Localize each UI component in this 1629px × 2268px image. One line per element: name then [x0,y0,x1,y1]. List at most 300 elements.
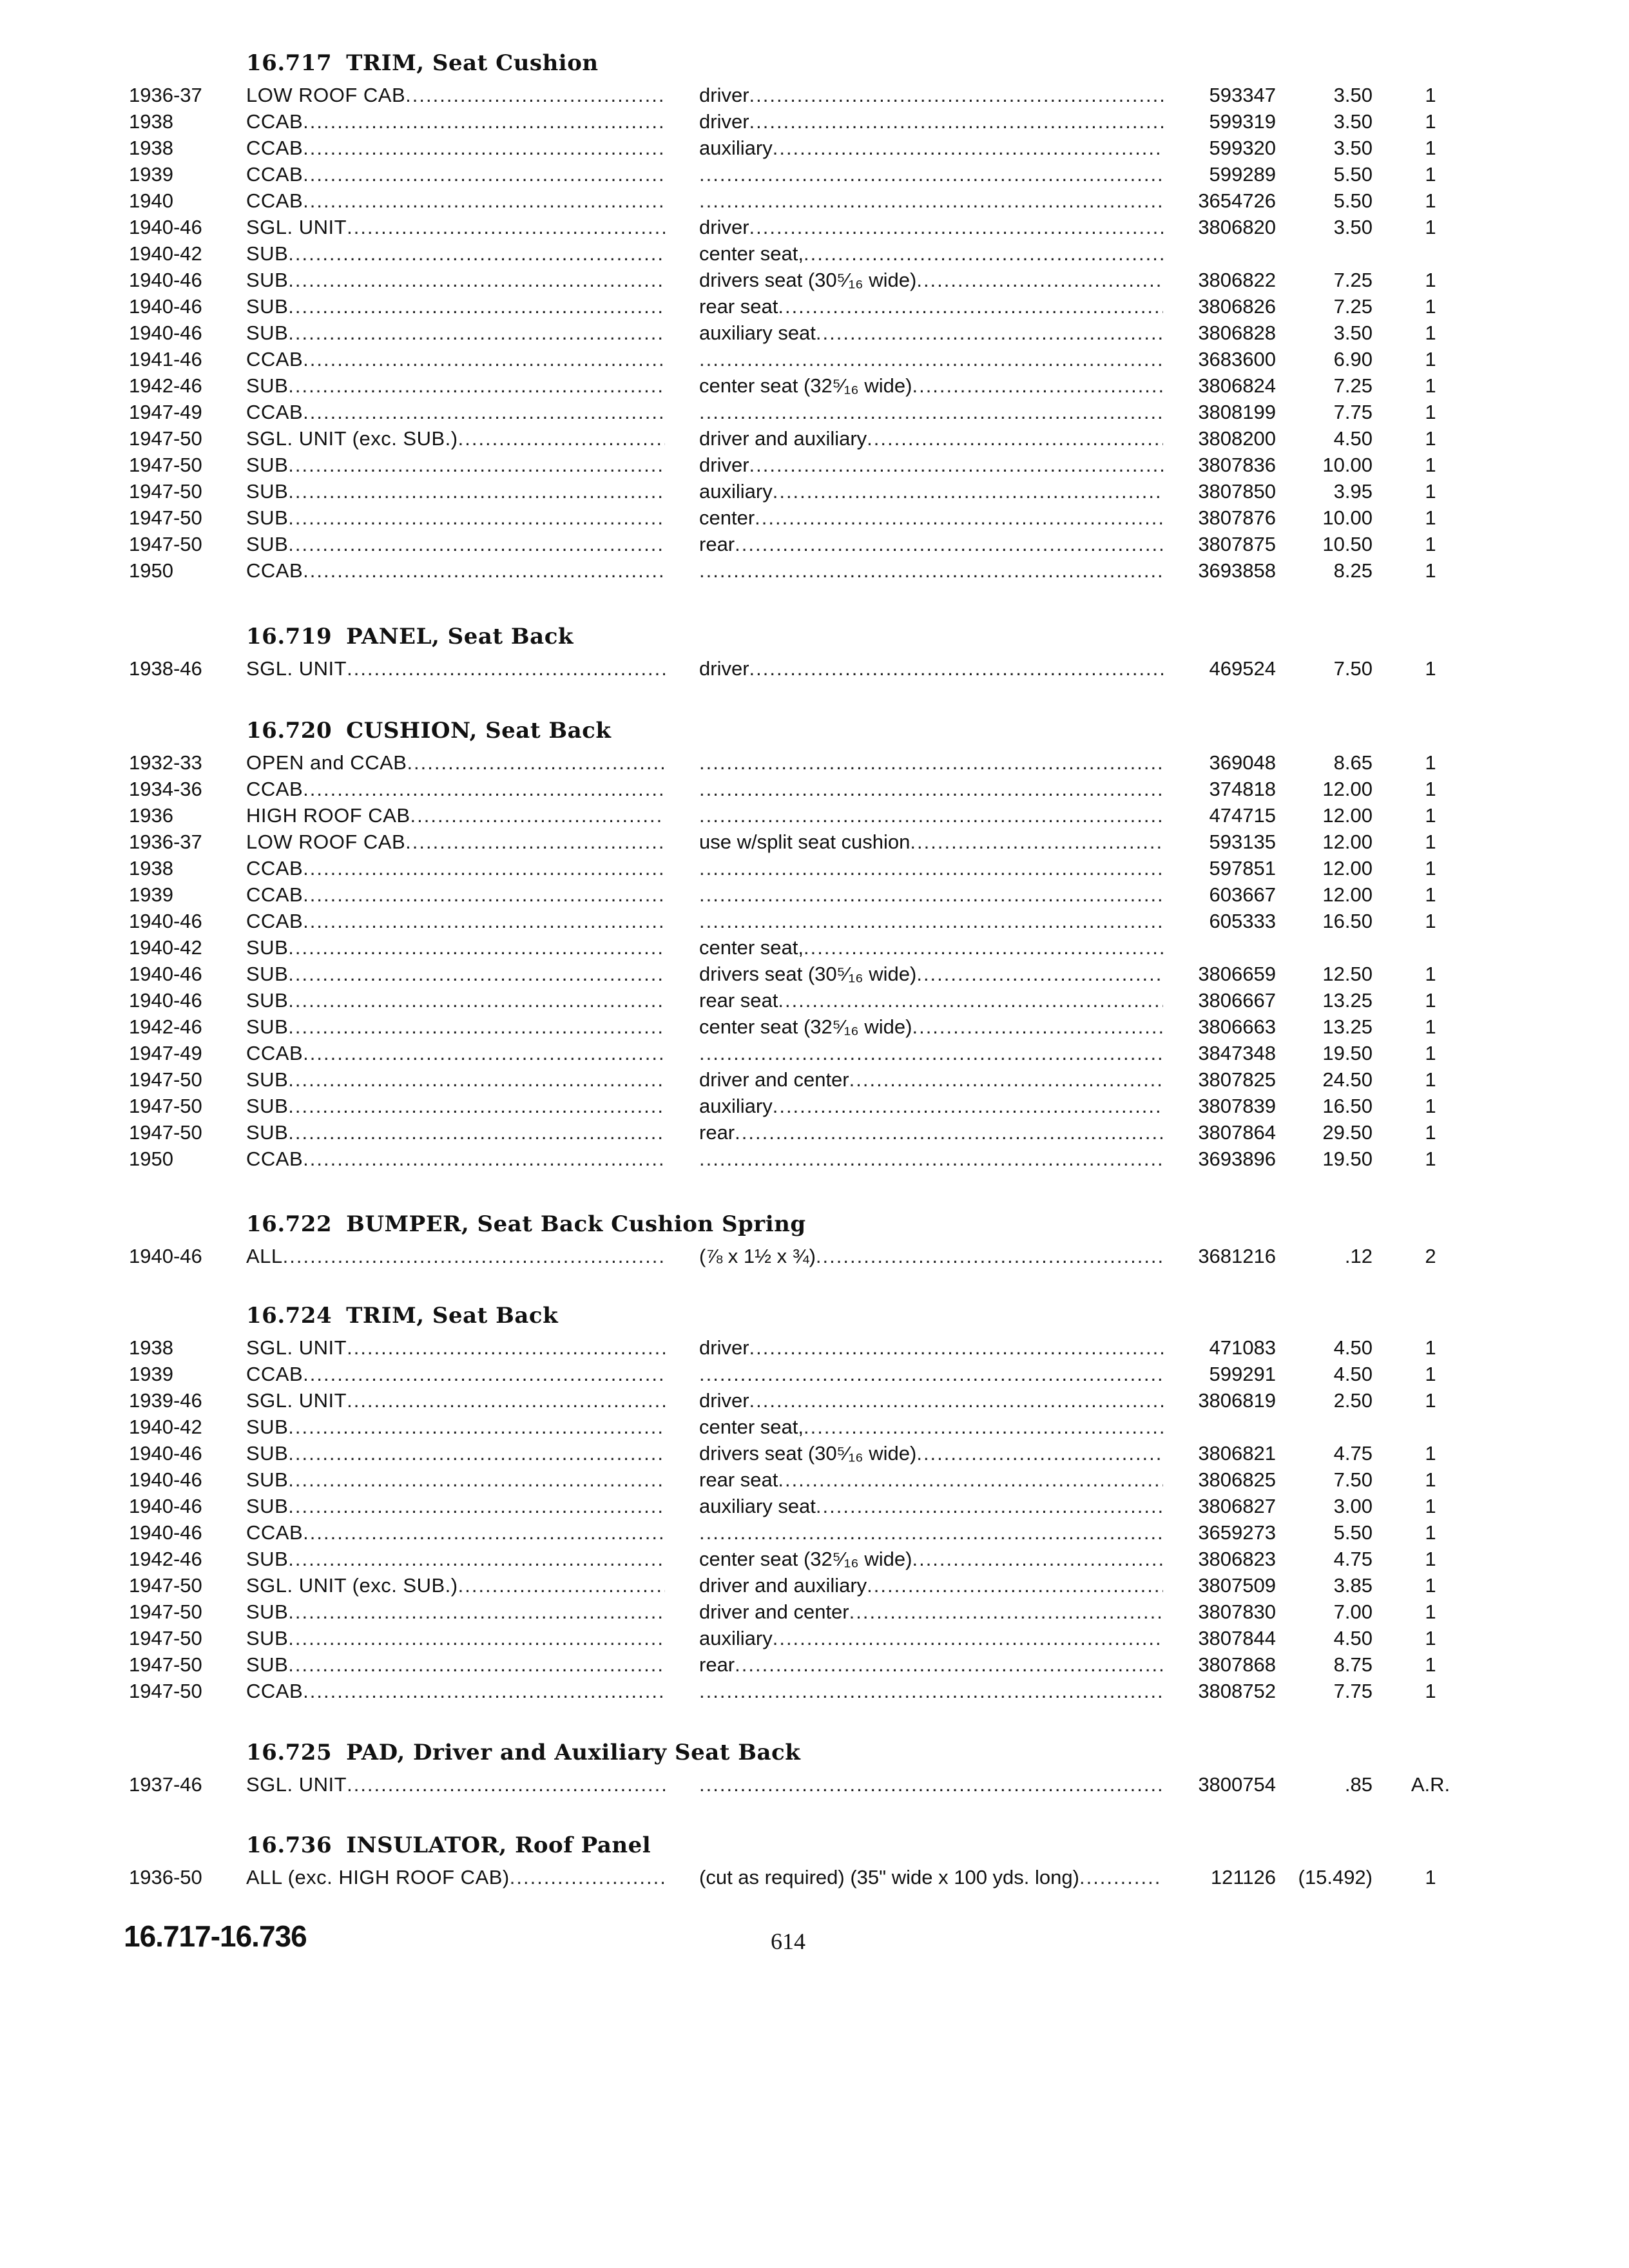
table-row [0,1336,1629,1363]
description-text: driver and auxiliary [699,1574,867,1597]
model-text: SUB [246,1653,289,1676]
footer-section-range: 16.717-16.736 [124,1919,307,1953]
model-cell [246,657,665,680]
year-cell: 1947-50 [129,480,202,503]
year-cell: 1932-33 [129,751,202,774]
table-row [0,857,1629,883]
price-cell: 12.50 [1322,963,1373,985]
description-text: (⅞ x 1½ x ¾) [699,1245,816,1267]
price-cell: 24.50 [1322,1068,1373,1091]
description-text: center seat, [699,1416,804,1438]
model-text: SUB [246,989,289,1012]
dot-leader [816,1495,1163,1517]
model-cell [246,963,665,986]
table-row [0,657,1629,684]
dot-leader [804,1416,1163,1438]
desc-cell [699,1245,1163,1268]
description-text: rear seat [699,295,778,318]
desc-cell [699,189,1163,213]
year-cell: 1940-46 [129,322,202,344]
desc-cell [699,1468,1163,1492]
desc-cell [699,1389,1163,1412]
model-text: SUB [246,374,289,397]
part-number-cell: 3807875 [1198,533,1276,555]
description-text: driver [699,84,749,106]
model-cell [246,1416,665,1439]
model-cell [246,1363,665,1386]
dot-leader [849,1600,1163,1623]
price-cell: 7.75 [1333,401,1373,423]
part-number-cell: 3808199 [1198,401,1276,423]
dot-leader [288,963,665,985]
dot-leader [347,657,665,680]
dot-leader [699,883,1163,906]
model-cell [246,1148,665,1171]
section-heading [246,50,599,76]
dot-leader [288,936,665,959]
part-number-cell: 474715 [1209,804,1276,827]
part-number-cell: 599320 [1209,137,1276,159]
table-row [0,1680,1629,1706]
table-row [0,1416,1629,1442]
quantity-cell: 2 [1425,1245,1436,1267]
dot-leader [303,559,665,582]
part-number-cell: 374818 [1209,778,1276,800]
model-text: SUB [246,295,289,318]
dot-leader [510,1866,665,1888]
year-cell: 1940-46 [129,1521,202,1544]
year-cell: 1947-50 [129,1680,202,1702]
year-cell: 1940-46 [129,963,202,985]
part-number-cell: 3806826 [1198,295,1276,318]
quantity-cell: 1 [1425,1148,1436,1170]
dot-leader [405,84,665,106]
price-cell: 7.25 [1333,269,1373,291]
price-cell: 19.50 [1322,1148,1373,1170]
part-number-cell: 3847348 [1198,1042,1276,1064]
quantity-cell: 1 [1425,1095,1436,1117]
part-number-cell: 3807844 [1198,1627,1276,1649]
table-row [0,1495,1629,1521]
table-row [0,216,1629,242]
desc-cell [699,1574,1163,1597]
year-cell: 1942-46 [129,1548,202,1570]
model-cell [246,506,665,530]
table-row [0,1148,1629,1174]
part-number-cell: 603667 [1209,883,1276,906]
price-cell: 12.00 [1322,857,1373,879]
description-text: driver [699,454,749,476]
desc-cell [699,374,1163,398]
quantity-cell: 1 [1425,401,1436,423]
section-number: 16.717 [246,50,333,76]
table-row [0,936,1629,963]
model-text: SUB [246,1121,289,1144]
price-cell: 4.50 [1333,427,1373,450]
table-row [0,963,1629,989]
dot-leader [916,269,1163,291]
year-cell: 1940-46 [129,1495,202,1517]
section-number: 16.719 [246,624,333,649]
section-heading [246,624,574,649]
desc-cell [699,401,1163,424]
price-cell: 4.75 [1333,1442,1373,1465]
table-row [0,751,1629,778]
model-cell [246,216,665,239]
section-number: 16.722 [246,1211,333,1237]
desc-cell [699,348,1163,371]
desc-cell [699,989,1163,1012]
quantity-cell: 1 [1425,1442,1436,1465]
desc-cell [699,1148,1163,1171]
dot-leader [912,1548,1163,1570]
description-text: driver and auxiliary [699,427,867,450]
price-cell: 7.25 [1333,295,1373,318]
price-cell: 7.50 [1333,1468,1373,1491]
desc-cell [699,657,1163,680]
desc-cell [699,427,1163,450]
quantity-cell: 1 [1425,1521,1436,1544]
quantity-cell: 1 [1425,804,1436,827]
price-cell: .85 [1344,1773,1373,1796]
model-cell [246,989,665,1012]
year-cell: 1947-50 [129,454,202,476]
part-number-cell: 3806825 [1198,1468,1276,1491]
table-row [0,1245,1629,1271]
table-row [0,110,1629,137]
year-cell: 1940-46 [129,216,202,238]
dot-leader [749,110,1163,133]
description-text: auxiliary [699,137,773,159]
desc-cell [699,1627,1163,1650]
table-row [0,1015,1629,1042]
price-cell: 10.00 [1322,454,1373,476]
dot-leader [699,1773,1163,1796]
quantity-cell: 1 [1425,559,1436,582]
quantity-cell: 1 [1425,110,1436,133]
part-number-cell: 3808752 [1198,1680,1276,1702]
description-text: rear [699,533,735,555]
model-text: SGL. UNIT [246,216,347,238]
model-cell [246,322,665,345]
dot-leader [288,1416,665,1438]
dot-leader [303,883,665,906]
dot-leader [288,1653,665,1676]
dot-leader [288,1627,665,1649]
model-cell [246,110,665,133]
price-cell: (15.492) [1298,1866,1373,1888]
model-text: SUB [246,533,289,555]
description-text: driver [699,1336,749,1359]
dot-leader [303,137,665,159]
desc-cell [699,1336,1163,1360]
model-cell [246,1042,665,1065]
dot-leader [288,1068,665,1091]
dot-leader [912,1015,1163,1038]
model-text: CCAB [246,348,304,370]
quantity-cell: 1 [1425,1680,1436,1702]
year-cell: 1947-50 [129,1068,202,1091]
table-row [0,533,1629,559]
section-number: 16.736 [246,1832,333,1858]
model-cell [246,1336,665,1360]
table-row [0,480,1629,506]
model-text: SGL. UNIT (exc. SUB.) [246,427,458,450]
price-cell: 7.25 [1333,374,1373,397]
part-number-cell: 3807830 [1198,1600,1276,1623]
dot-leader [303,401,665,423]
dot-leader [410,804,665,827]
dot-leader [405,831,665,853]
dot-leader [303,857,665,879]
model-text: SGL. UNIT [246,1389,347,1412]
dot-leader [303,778,665,800]
part-number-cell: 471083 [1209,1336,1276,1359]
dot-leader [749,1336,1163,1359]
desc-cell [699,1015,1163,1039]
table-row [0,348,1629,374]
quantity-cell: 1 [1425,163,1436,186]
quantity-cell: 1 [1425,778,1436,800]
year-cell: 1940-46 [129,1245,202,1267]
dot-leader [699,189,1163,212]
section-name: PAD, Driver and Auxiliary Seat Back [346,1740,801,1765]
part-number-cell: 3807509 [1198,1574,1276,1597]
table-row [0,506,1629,533]
desc-cell [699,216,1163,239]
desc-cell [699,936,1163,959]
price-cell: 3.85 [1333,1574,1373,1597]
year-cell: 1950 [129,559,173,582]
part-number-cell: 3806821 [1198,1442,1276,1465]
dot-leader [303,1148,665,1170]
table-row [0,1042,1629,1068]
dot-leader [288,1442,665,1465]
price-cell: 3.00 [1333,1495,1373,1517]
dot-leader [699,1363,1163,1385]
part-number-cell: 3681216 [1198,1245,1276,1267]
desc-cell [699,1095,1163,1118]
model-text: SUB [246,963,289,985]
dot-leader [288,1468,665,1491]
description-text: driver [699,216,749,238]
dot-leader [699,778,1163,800]
dot-leader [458,1574,665,1597]
model-text: SUB [246,1015,289,1038]
quantity-cell: 1 [1425,1363,1436,1385]
model-text: CCAB [246,163,304,186]
dot-leader [699,163,1163,186]
model-text: CCAB [246,1363,304,1385]
dot-leader [910,831,1163,853]
table-row [0,883,1629,910]
price-cell: 6.90 [1333,348,1373,370]
section-number: 16.725 [246,1740,333,1765]
dot-leader [773,1627,1163,1649]
year-cell: 1947-50 [129,1627,202,1649]
dot-leader [699,1148,1163,1170]
model-cell [246,883,665,907]
model-text: CCAB [246,559,304,582]
model-text: CCAB [246,401,304,423]
table-row [0,1121,1629,1148]
model-cell [246,559,665,582]
description-text: driver and center [699,1600,849,1623]
desc-cell [699,322,1163,345]
desc-cell [699,1416,1163,1439]
desc-cell [699,910,1163,933]
model-cell [246,804,665,827]
year-cell: 1939 [129,883,173,906]
model-text: CCAB [246,1680,304,1702]
section-heading [246,1211,806,1237]
quantity-cell: 1 [1425,1042,1436,1064]
price-cell: 29.50 [1322,1121,1373,1144]
quantity-cell: 1 [1425,910,1436,932]
dot-leader [288,533,665,555]
part-number-cell: 3806663 [1198,1015,1276,1038]
section-heading [246,1740,800,1765]
part-number-cell: 3807876 [1198,506,1276,529]
part-number-cell: 3806823 [1198,1548,1276,1570]
quantity-cell: 1 [1425,963,1436,985]
description-text: rear seat [699,1468,778,1491]
year-cell: 1939-46 [129,1389,202,1412]
year-cell: 1938 [129,857,173,879]
price-cell: 3.50 [1333,216,1373,238]
year-cell: 1947-50 [129,427,202,450]
dot-leader [288,1548,665,1570]
model-text: SUB [246,1416,289,1438]
description-text: rear [699,1121,735,1144]
model-text: CCAB [246,1148,304,1170]
price-cell: 19.50 [1322,1042,1373,1064]
part-number-cell: 3807825 [1198,1068,1276,1091]
table-row [0,1574,1629,1600]
part-number-cell: 599291 [1209,1363,1276,1385]
model-cell [246,480,665,503]
part-number-cell: 3806827 [1198,1495,1276,1517]
quantity-cell: 1 [1425,831,1436,853]
year-cell: 1947-49 [129,401,202,423]
model-cell [246,533,665,556]
year-cell: 1942-46 [129,374,202,397]
dot-leader [283,1245,665,1267]
model-text: SUB [246,1068,289,1091]
year-cell: 1940-42 [129,1416,202,1438]
quantity-cell: 1 [1425,1068,1436,1091]
table-row [0,374,1629,401]
year-cell: 1939 [129,163,173,186]
description-text: center seat (32⁵⁄₁₆ wide) [699,1548,912,1570]
dot-leader [699,1042,1163,1064]
quantity-cell: 1 [1425,751,1436,774]
dot-leader [699,559,1163,582]
table-row [0,1627,1629,1653]
description-text: driver [699,1389,749,1412]
dot-leader [288,242,665,265]
model-text: SUB [246,1095,289,1117]
dot-leader [735,1653,1163,1676]
table-row [0,1468,1629,1495]
price-cell: 12.00 [1322,778,1373,800]
quantity-cell: 1 [1425,137,1436,159]
model-cell [246,1468,665,1492]
model-cell [246,401,665,424]
dot-leader [816,322,1163,344]
dot-leader [1079,1866,1163,1888]
dot-leader [749,1389,1163,1412]
part-number-cell: 3806828 [1198,322,1276,344]
quantity-cell: 1 [1425,1495,1436,1517]
quantity-cell: 1 [1425,295,1436,318]
quantity-cell: 1 [1425,1574,1436,1597]
model-cell [246,454,665,477]
year-cell: 1947-50 [129,1574,202,1597]
table-row [0,1521,1629,1548]
year-cell: 1938-46 [129,657,202,680]
price-cell: 4.75 [1333,1548,1373,1570]
quantity-cell: 1 [1425,189,1436,212]
part-number-cell: 3806667 [1198,989,1276,1012]
desc-cell [699,269,1163,292]
part-number-cell: 3807850 [1198,480,1276,503]
model-cell [246,1574,665,1597]
dot-leader [749,454,1163,476]
section-heading [246,1303,558,1329]
year-cell: 1937-46 [129,1773,202,1796]
price-cell: .12 [1344,1245,1373,1267]
dot-leader [288,374,665,397]
model-text: SUB [246,242,289,265]
model-text: SUB [246,936,289,959]
model-text: CCAB [246,910,304,932]
section-heading [246,718,611,744]
dot-leader [303,1521,665,1544]
model-cell [246,295,665,318]
model-text: SGL. UNIT [246,657,347,680]
dot-leader [347,1336,665,1359]
dot-leader [303,910,665,932]
quantity-cell: 1 [1425,1468,1436,1491]
description-text: auxiliary [699,480,773,503]
table-row [0,1600,1629,1627]
model-text: CCAB [246,1521,304,1544]
part-number-cell: 3807864 [1198,1121,1276,1144]
year-cell: 1947-50 [129,1653,202,1676]
model-cell [246,831,665,854]
part-number-cell: 469524 [1209,657,1276,680]
model-cell [246,1068,665,1091]
table-row [0,1363,1629,1389]
quantity-cell: 1 [1425,1653,1436,1676]
desc-cell [699,1495,1163,1518]
price-cell: 4.50 [1333,1336,1373,1359]
model-cell [246,910,665,933]
year-cell: 1940-46 [129,989,202,1012]
table-row [0,1389,1629,1416]
dot-leader [749,84,1163,106]
dot-leader [749,216,1163,238]
year-cell: 1947-49 [129,1042,202,1064]
year-cell: 1934-36 [129,778,202,800]
part-number-cell: 597851 [1209,857,1276,879]
description-text: drivers seat (30⁵⁄₁₆ wide) [699,269,917,291]
dot-leader [288,295,665,318]
model-text: SUB [246,506,289,529]
year-cell: 1941-46 [129,348,202,370]
table-row [0,831,1629,857]
